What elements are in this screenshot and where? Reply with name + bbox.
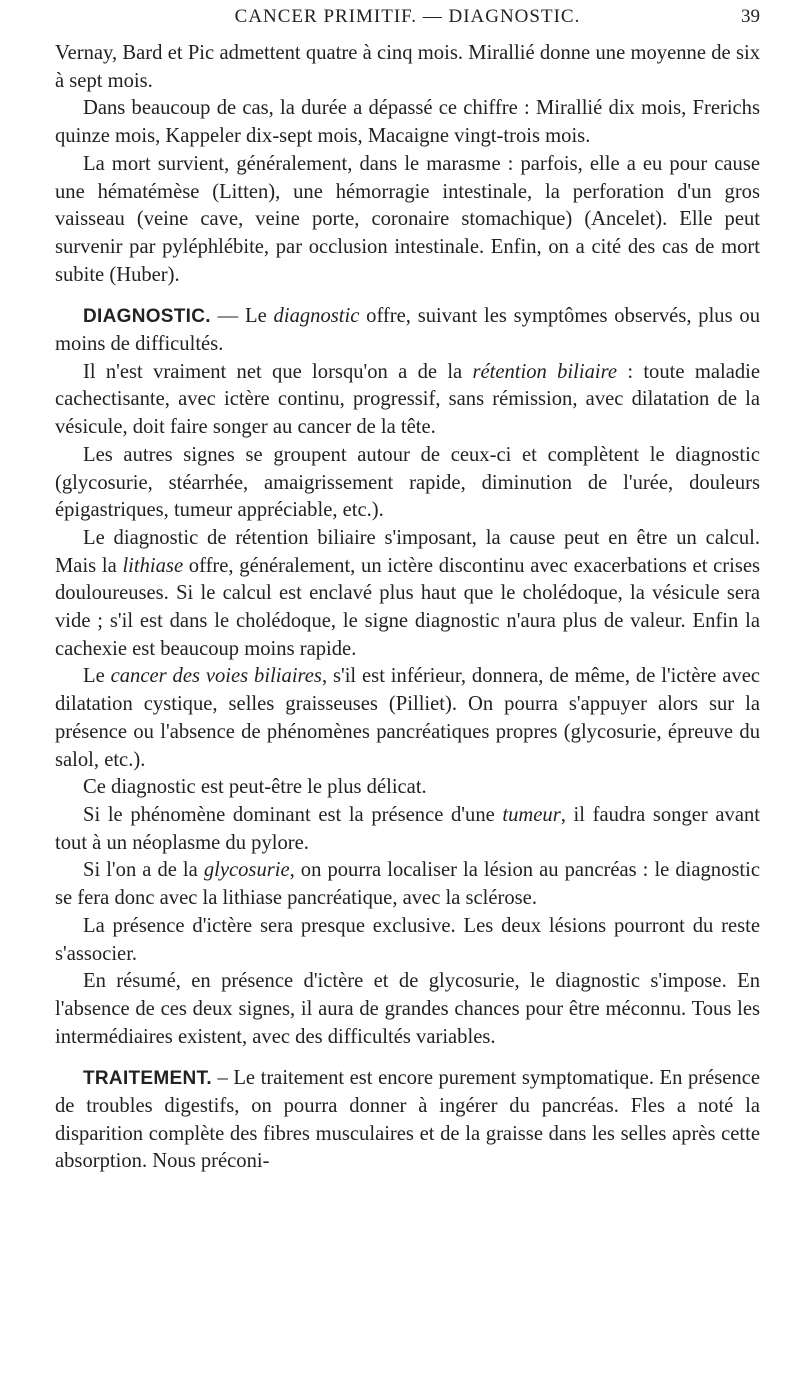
text-fragment: , il faudra songer avant tout à un néoplasme du pylore.: [55, 803, 760, 854]
text-fragment: Si le phénomène dominant est la présence d'une: [83, 803, 503, 826]
emphasis-term: cancer des voies biliaires: [110, 665, 322, 688]
emphasis-term: rétention biliaire: [472, 360, 618, 383]
paragraph-other-signs: Les autres signes se groupent autour de ceux-ci et complètent le diagnostic (glycosurie, stéarrhée, amaigrissement rapide, diminution de l'urée, douleurs épigastriques, tumeur appréciable, etc.).: [55, 443, 760, 522]
paragraph-biliary-cancer: [55, 663, 760, 774]
page-number: 39: [741, 6, 760, 27]
paragraph-glycosuria: [55, 857, 760, 912]
body-text: [55, 40, 760, 1176]
text-fragment: offre, suivant les symptômes observés, plus ou moins de difficultés.: [55, 305, 760, 356]
text-fragment: offre, généralement, un ictère discontinu avec exacerbations et crises douloureuses. Si le calcul est enclavé plus haut que le cholédoque, la vésicule sera vide ; s'il est dans le cholédoque, le signe diagnostic n'aura plus de valeur. Enfin la cachexie est beaucoup moins rapide.: [55, 554, 760, 660]
running-head: CANCER PRIMITIF. — DIAGNOSTIC.: [234, 6, 581, 27]
section-heading-treatment: TRAITEMENT.: [83, 1068, 212, 1090]
text-fragment: Le diagnostic de rétention biliaire s'imposant, la cause peut en être un calcul. Mais la: [55, 526, 760, 577]
page-header: [55, 0, 760, 40]
emphasis-term: diagnostic: [273, 305, 360, 328]
text-fragment: Le: [83, 665, 111, 688]
paragraph-lithiasis: [55, 525, 760, 664]
emphasis-term: tumeur: [502, 803, 561, 826]
text-fragment: — Le: [210, 305, 274, 328]
emphasis-term: lithiase: [122, 554, 184, 577]
paragraph-duration-estimates: Vernay, Bard et Pic admettent quatre à cinq mois. Mirallié donne une moyenne de six à sept mois.: [55, 42, 760, 92]
paragraph-duration-exceeded: Dans beaucoup de cas, la durée a dépassé ce chiffre : Mirallié dix mois, Frerichs quinze mois, Kappeler dix-sept mois, Macaigne vingt-trois mois.: [55, 97, 760, 148]
paragraph-tumor: [55, 802, 760, 857]
section-heading-diagnostic: DIAGNOSTIC.: [83, 306, 211, 328]
text-fragment: – Le traitement est encore purement symptomatique. En présence de troubles digestifs, on pourra donner à ingérer du pancréas. Fles a noté la disparition complète des fibres musculaires et de la graisse dans les selles après cette absorption. Nous préconi-: [55, 1067, 760, 1173]
paragraph-biliary-retention: [55, 359, 760, 442]
emphasis-term: glycosurie: [203, 859, 290, 882]
paragraph-treatment: [55, 1065, 760, 1176]
paragraph-delicate-diagnosis: Ce diagnostic est peut-être le plus délicat.: [83, 776, 427, 799]
paragraph-diagnostic-intro: [55, 303, 760, 358]
book-page: [55, 0, 760, 1176]
text-fragment: : toute maladie cachectisante, avec ictère continu, progressif, sans rémission, avec dilatation de la vésicule, doit faire songer au cancer de la tête.: [55, 360, 760, 439]
paragraph-summary: En résumé, en présence d'ictère et de glycosurie, le diagnostic s'impose. En l'absence de ces deux signes, il aura de grandes chances pour être méconnu. Tous les intermédiaires existent, avec des difficultés variables.: [55, 970, 760, 1048]
paragraph-death-causes: La mort survient, généralement, dans le marasme : parfois, elle a eu pour cause une hématémèse (Litten), une hémorragie intestinale, la perforation d'un gros vaisseau (veine cave, veine porte, coronaire stomachique) (Ancelet). Elle peut survenir par pyléphlébite, par occlusion intestinale. Enfin, on a cité des cas de mort subite (Huber).: [55, 152, 760, 286]
paragraph-icterus: La présence d'ictère sera presque exclusive. Les deux lésions pourront du reste s'associer.: [55, 914, 760, 965]
text-fragment: , s'il est inférieur, donnera, de même, de l'ictère avec dilatation cystique, selles graisseuses (Pilliet). On pourra s'appuyer alors sur la présence ou l'absence de phénomènes pancréatiques propres (glycosurie, épreuve du salol, etc.).: [55, 665, 761, 771]
text-fragment: Si l'on a de la: [83, 859, 204, 882]
text-fragment: Il n'est vraiment net que lorsqu'on a de la: [83, 360, 473, 383]
text-fragment: , on pourra localiser la lésion au pancréas : le diagnostic se fera donc avec la lithiase pancréatique, avec la sclérose.: [55, 859, 760, 910]
